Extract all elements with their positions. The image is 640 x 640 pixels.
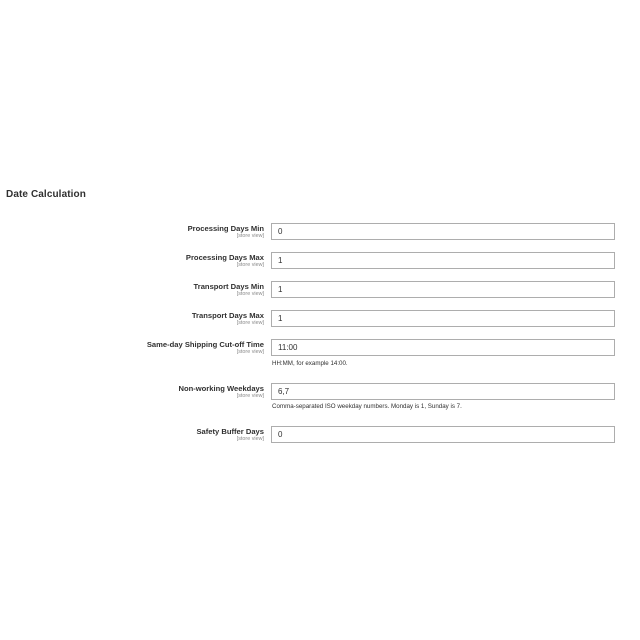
non-working-weekdays-label: Non-working Weekdays (178, 384, 264, 393)
processing-days-max-input[interactable] (271, 252, 615, 269)
cutoff-time-scope: [store view] (236, 349, 264, 355)
processing-days-min-input[interactable] (271, 223, 615, 240)
cutoff-time-input[interactable] (271, 339, 615, 356)
processing-days-min-label: Processing Days Min (187, 224, 264, 233)
cutoff-time-label: Same-day Shipping Cut-off Time (146, 340, 264, 349)
processing-days-max-label: Processing Days Max (185, 253, 264, 262)
transport-days-max-input[interactable] (271, 310, 615, 327)
safety-buffer-days-input[interactable] (271, 426, 615, 443)
non-working-weekdays-input[interactable] (271, 383, 615, 400)
transport-days-min-label: Transport Days Min (193, 282, 264, 291)
section-title: Date Calculation (6, 189, 86, 200)
processing-days-max-scope: [store view] (236, 262, 264, 268)
transport-days-max-label: Transport Days Max (191, 311, 264, 320)
transport-days-min-scope: [store view] (236, 291, 264, 297)
safety-buffer-days-label: Safety Buffer Days (196, 427, 264, 436)
safety-buffer-days-scope: [store view] (236, 436, 264, 442)
non-working-weekdays-note: Comma-separated ISO weekday numbers. Monday is 1, Sunday is 7. (272, 403, 462, 410)
cutoff-time-note: HH:MM, for example 14:00. (272, 360, 348, 367)
transport-days-min-input[interactable] (271, 281, 615, 298)
processing-days-min-scope: [store view] (236, 233, 264, 239)
non-working-weekdays-scope: [store view] (236, 393, 264, 399)
transport-days-max-scope: [store view] (236, 320, 264, 326)
